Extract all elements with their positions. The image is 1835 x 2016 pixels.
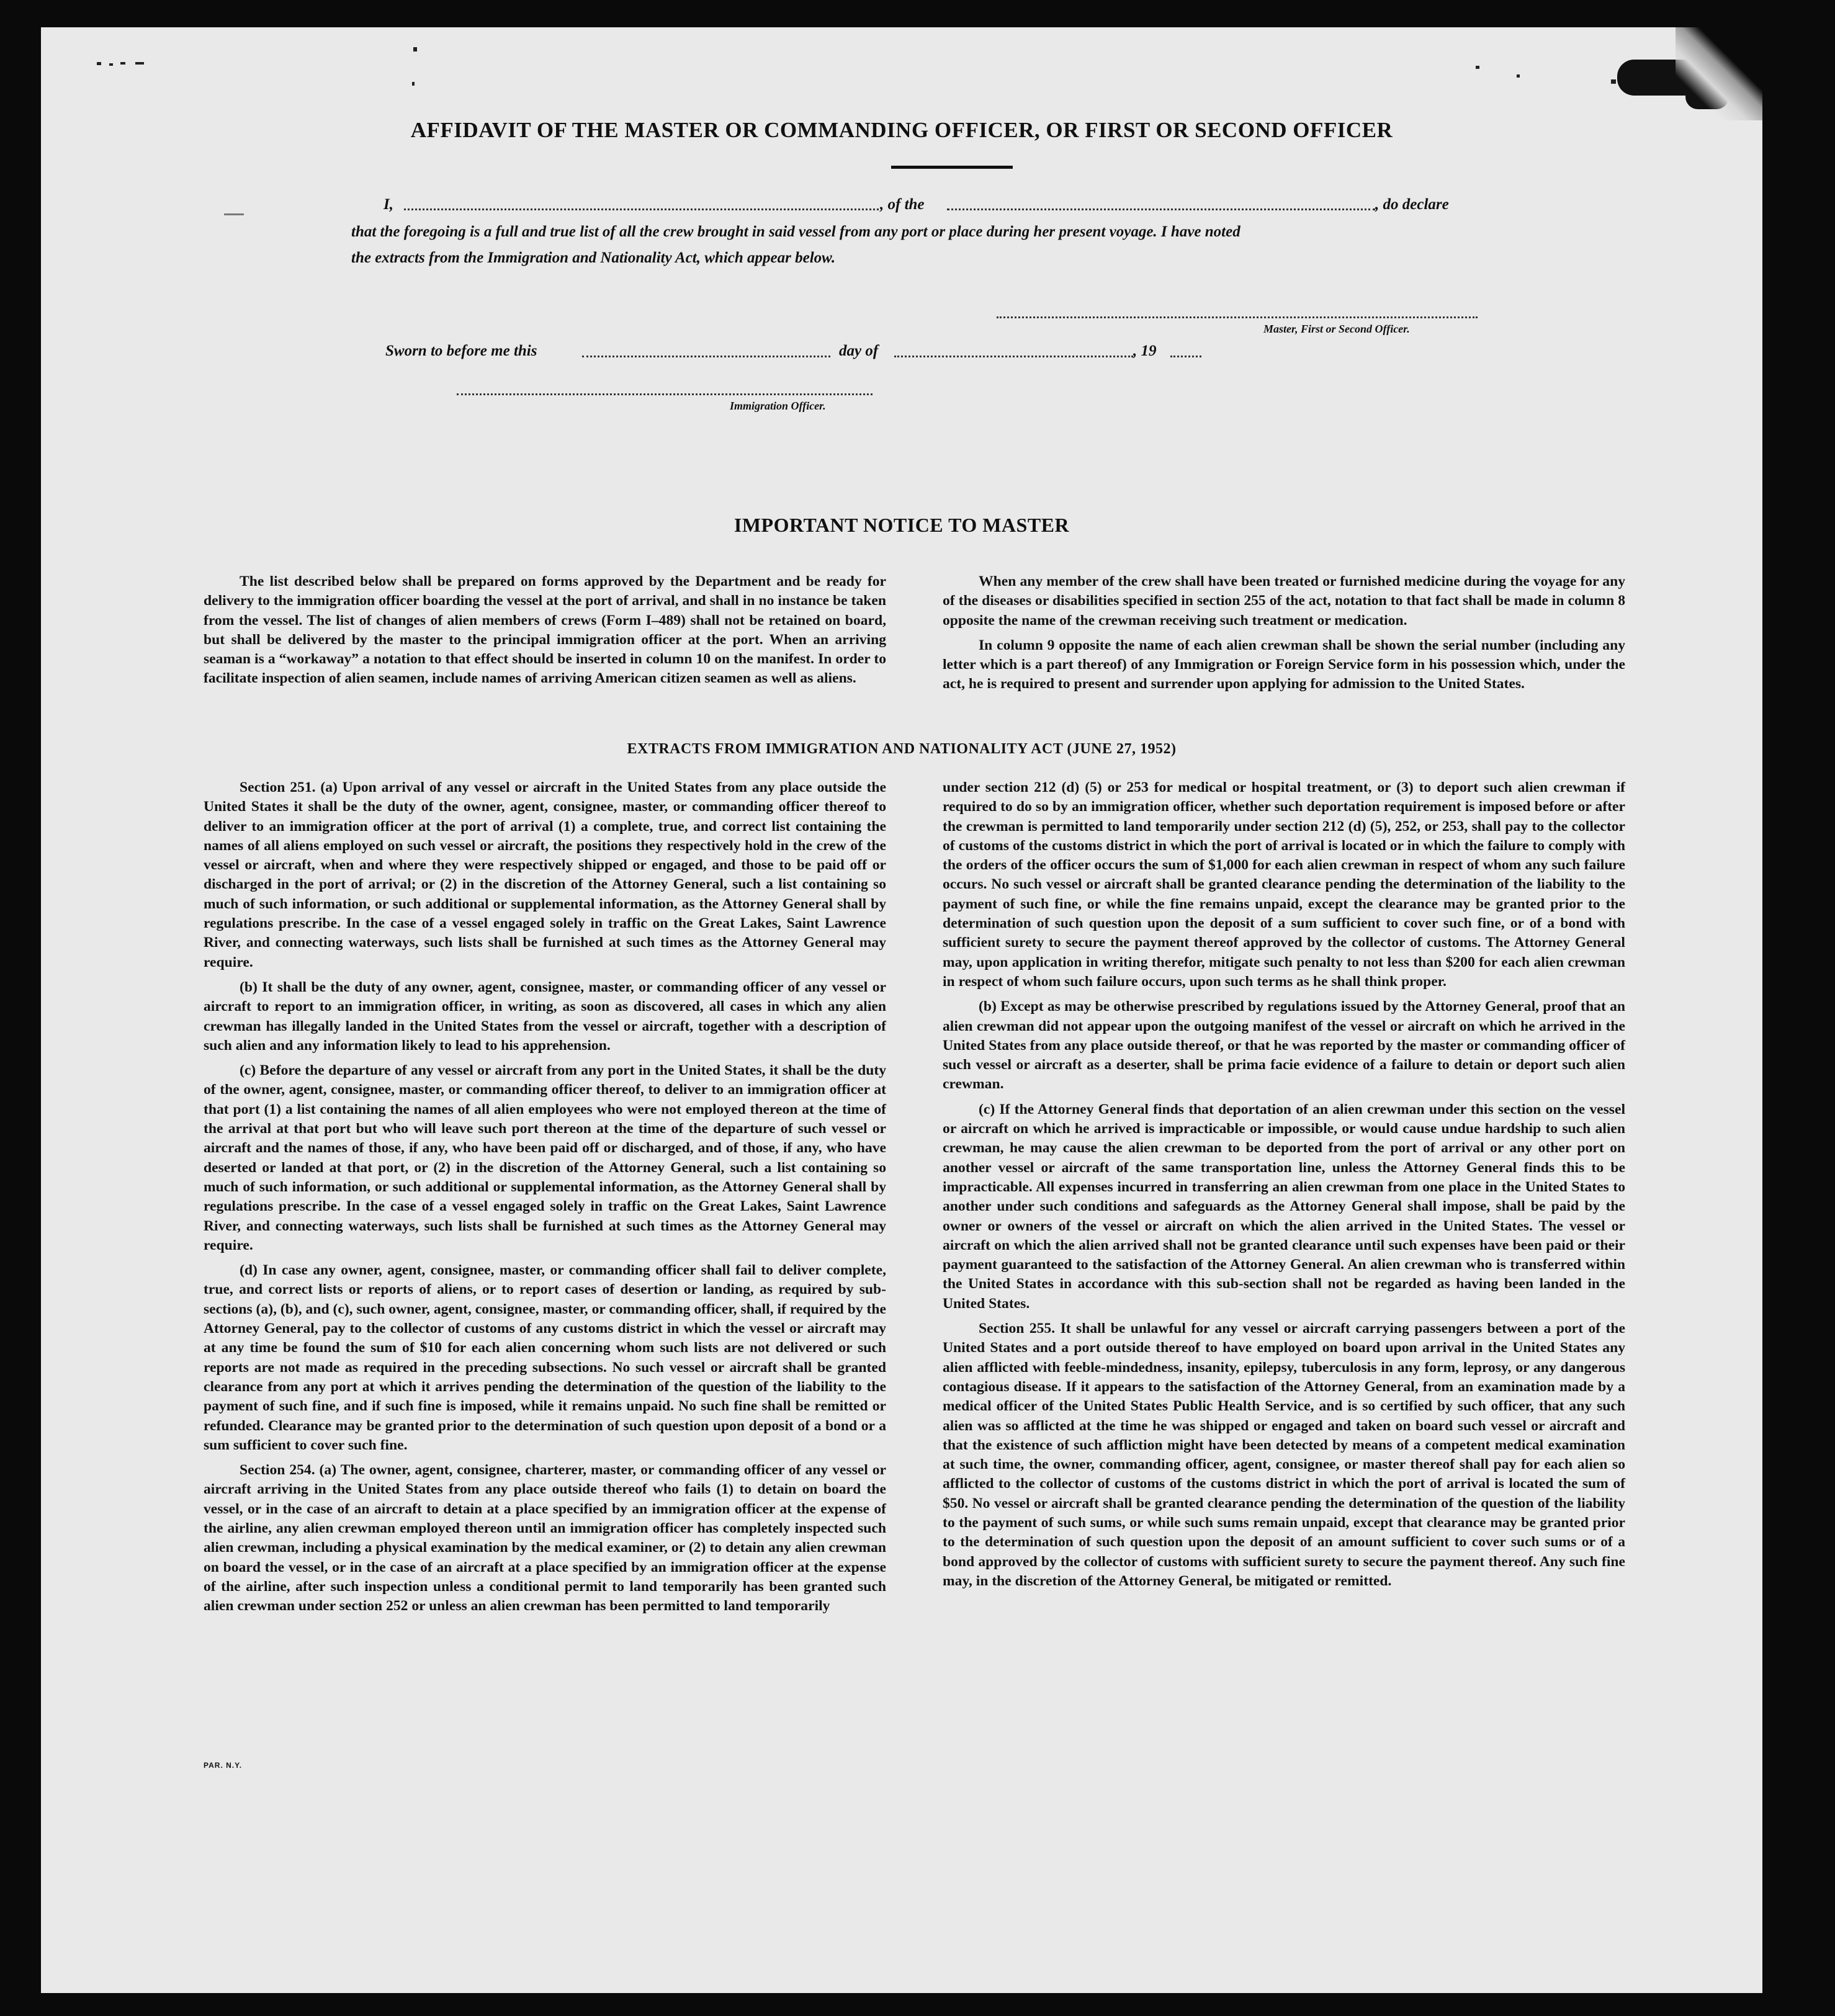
sworn-year-field[interactable] <box>1170 356 1201 357</box>
sworn-day-field[interactable] <box>582 356 830 357</box>
section-251d: (d) In case any owner, agent, consignee, master, or commanding officer shall fail to deliver complete, true, and correct lists or reports of aliens, or to report cases of desertion or landing, as required by sub-sections (a), (b), and (c), such owner, agent, consignee, master, or commanding officer, shall, if required by the Attorney General, pay to the collector of customs of any customs district in which the vessel or aircraft may at any time be found the sum of $10 for each alien concerning whom such lists are not delivered or such reports are not made as required in the preceding subsections. No such vessel or aircraft shall be granted clearance from any port at which it arrives pending the determination of the question of the liability to the payment of such fine, and if such fine is imposed, while it remains unpaid. No such fine shall be remitted or refunded. Clearance may be granted prior to the determination of such question upon deposit of a bond or a sum sufficient to cover such fine. <box>204 1262 886 1453</box>
notice-paragraph: When any member of the crew shall have been treated or furnished medicine during the voyage for any of the diseases or disabilities specified in section 255 of the act, notation to that fact shall be made in column 8 opposite the name of the crewman receiving such treatment or medication. <box>943 573 1625 629</box>
section-251a: Section 251. (a) Upon arrival of any vessel or aircraft in the United States from any place outside the United States it shall be the duty of the owner, agent, consignee, master, or commanding officer thereof to deliver to an immigration officer at the port of arrival (1) a complete, true, and correct list containing the names of all aliens employed on such vessel or aircraft, the positions they respectively hold in the crew of the vessel or aircraft, when and where they were respectively shipped or engaged, and those to be paid off or discharged in the port of arrival; or (2) in the discretion of the Attorney General, such a list containing so much of such information, or such additional or supplemental information, as the Attorney General shall by regulations prescribe. In the case of a vessel engaged solely in traffic on the Great Lakes, Saint Lawrence River, and connecting waterways, such lists shall be furnished at such times as the Attorney General may require. <box>204 779 886 970</box>
affidavit-title: AFFIDAVIT OF THE MASTER OR COMMANDING OFFICER, OR FIRST OR SECOND OFFICER <box>410 118 1393 142</box>
section-254b: (b) Except as may be otherwise prescribed by regulations issued by the Attorney General, proof that an alien crewman did not appear upon the outgoing manifest of the vessel or aircraft on which he arrived in the United States from any place outside thereof, or that he was reported by the master or commanding officer of such vessel or aircraft as a deserter, shall be prima facie evidence of a failure to detain or deport such alien crewman. <box>943 998 1625 1093</box>
folded-corner <box>1676 27 1762 120</box>
master-signature-field[interactable] <box>997 316 1478 318</box>
extracts-right-column <box>943 778 1625 1597</box>
section-254c: (c) If the Attorney General finds that deportation of an alien crewman under this section on the vessel or aircraft on which he arrived is impracticable or impossible, or would cause undue hardship to such alien crewman, he may cause the alien crewman to be deported from the port of arrival or any other port on another vessel or aircraft of the same transportation line, unless the Attorney General finds this to be impracticable. All expenses incurred in transferring an alien crewman from one place in the United States to another under such conditions and safeguards as the Attorney General shall impose, shall be paid by the owner or owners of the vessel or aircraft on which the alien arrived in the United States. The vessel or aircraft on which the alien arrived shall not be granted clearance until such expenses have been paid or their payment guaranteed to the satisfaction of the Attorney General. An alien crewman who is transferred within the United States in accordance with this sub-section shall not be regarded as having been landed in the United States. <box>943 1101 1625 1312</box>
section-251b: (b) It shall be the duty of any owner, agent, consignee, master, or commanding officer of any vessel or aircraft to report to an immigration officer, in writing, as soon as discovered, all cases in which any alien crewman has illegally landed in the United States from the vessel or aircraft, together with a description of such alien and any information likely to lead to his apprehension. <box>204 979 886 1054</box>
title-rule <box>891 166 1013 169</box>
extracts-left-column <box>204 778 886 1621</box>
vessel-name-field[interactable] <box>947 208 1375 210</box>
declarant-name-field[interactable] <box>404 208 879 210</box>
notice-paragraph: In column 9 opposite the name of each alien crewman shall be shown the serial number (including any letter which is a part thereof) of any Immigration or Foreign Service form in his possession which, under the act, he is required to present and surrender upon applying for admission to the United States. <box>943 637 1625 692</box>
declaration-text-line-1: that the foregoing is a full and true list of all the crew brought in said vessel from any port or place during her present voyage. I have noted <box>351 223 1241 240</box>
of-the-label: , of the <box>880 196 925 213</box>
sworn-label: Sworn to before me this <box>385 343 537 359</box>
immigration-officer-signature-field[interactable] <box>457 393 873 395</box>
immigration-officer-caption: Immigration Officer. <box>730 400 826 412</box>
declarant-label: I, <box>384 196 393 213</box>
section-255: Section 255. It shall be unlawful for any vessel or aircraft carrying passengers between a port of the United States and a port outside thereof to have employed on board upon arrival in the United States any alien afflicted with feeble-mindedness, insanity, epilepsy, tuberculosis in any form, leprosy, or any dangerous contagious disease. If it appears to the satisfaction of the Attorney General, from an examination made by a medical officer of the United States Public Health Service, and is so certified by such officer, that any such alien was so afflicted at the time he was shipped or engaged and taken on board such vessel or aircraft and that the existence of such affliction might have been detected by means of a competent medical examination at such time, the owner, commanding officer, agent, consignee, or master thereof shall pay for each alien so afflicted to the collector of customs of the customs district in which the port of arrival is located the sum of $50. No vessel or aircraft shall be granted clearance pending the determination of the question of the liability to the payment of such sums, or while such sums remain unpaid, except that clearance may be granted prior to the determination of such question upon the deposit of an amount sufficient to cover such sums or of a bond approved by the collector of customs with sufficient surety to secure the payment thereof. Any such fine may, in the discretion of the Attorney General, be mitigated or remitted. <box>943 1320 1625 1589</box>
notice-right-column <box>943 572 1625 700</box>
notice-title: IMPORTANT NOTICE TO MASTER <box>734 514 1070 536</box>
day-of-label: day of <box>839 343 879 359</box>
declaration-text-line-2: the extracts from the Immigration and Nationality Act, which appear below. <box>351 249 836 266</box>
printer-mark: PAR. N.Y. <box>204 1761 243 1770</box>
section-254a-continued: under section 212 (d) (5) or 253 for medical or hospital treatment, or (3) to deport such alien crewman if required to do so by an immigration officer, whether such deportation requirement is imposed before or after the crewman is permitted to land temporarily under section 212 (d) (5), 252, or 253, shall pay to the collector of customs of the customs district in which the port of arrival is located or in which the failure to comply with the orders of the officer occurs the sum of $1,000 for each alien crewman in respect of whom any such failure occurs. No such vessel or aircraft shall be granted clearance pending the determination of the liability to the payment of such fine, or while the fine remains unpaid, except the clearance may be granted prior to the determination of such question upon the deposit of a sum sufficient to cover such fine, or of a bond with sufficient surety to secure the payment thereof approved by the collector of customs. The Attorney General may, upon application in writing therefor, mitigate such penalty to not less than $200 for each alien crewman in respect of whom such failure occurs, upon such terms as he shall think proper. <box>943 779 1625 990</box>
notice-left-column <box>204 572 886 694</box>
extracts-title: EXTRACTS FROM IMMIGRATION AND NATIONALITY ACT (JUNE 27, 1952) <box>627 741 1177 757</box>
section-251c: (c) Before the departure of any vessel or aircraft from any port in the United States, it shall be the duty of the owner, agent, consignee, master, or commanding officer thereof, to deliver to an immigration officer at that port (1) a list containing the names of all alien employees who were not employed thereon at the time of the arrival at that port but who will leave such port thereon at the time of the departure of such vessel or aircraft and the names of those, if any, who have been paid off or discharged, and of those, if any, who have deserted or landed at that port, or (2) in the discretion of the Attorney General, such a list containing so much of such information, or such additional or supplemental information, as the Attorney General shall by regulations prescribe. In the case of a vessel engaged solely in traffic on the Great Lakes, Saint Lawrence River, and connecting waterways, such lists shall be furnished at such times as the Attorney General may require. <box>204 1062 886 1253</box>
document-page <box>41 27 1762 1993</box>
section-254a: Section 254. (a) The owner, agent, consignee, charterer, master, or commanding officer of any vessel or aircraft arriving in the United States from any place outside thereof who fails (1) to detain on board the vessel, or in the case of an aircraft to detain at a place specified by an immigration officer at the expense of the airline, any alien crewman employed thereon until an immigration officer has completely inspected such alien crewman, including a physical examination by the medical examiner, or (2) to detain any alien crewman on board the vessel, or in the case of an aircraft at a place specified by an immigration officer at the expense of the airline, after such inspection unless a conditional permit to land temporarily has been granted such alien crewman under section 252 or unless an alien crewman has been permitted to land temporarily <box>204 1462 886 1615</box>
year-label: , 19 <box>1133 343 1157 359</box>
master-signature-caption: Master, First or Second Officer. <box>1263 323 1410 335</box>
notice-paragraph: The list described below shall be prepared on forms approved by the Department and be ready for delivery to the immigration officer boarding the vessel at the port of arrival, and shall in no instance be taken from the vessel. The list of changes of alien members of crews (Form I–489) shall not be retained on board, but shall be delivered by the master to the principal immigration officer at the port. When an arriving seaman is a “workaway” a notation to that effect should be inserted in column 10 on the manifest. In order to facilitate inspection of alien seamen, include names of arriving American citizen seamen as well as aliens. <box>204 573 886 687</box>
do-declare-label: , do declare <box>1375 196 1449 213</box>
sworn-month-field[interactable] <box>894 356 1133 357</box>
